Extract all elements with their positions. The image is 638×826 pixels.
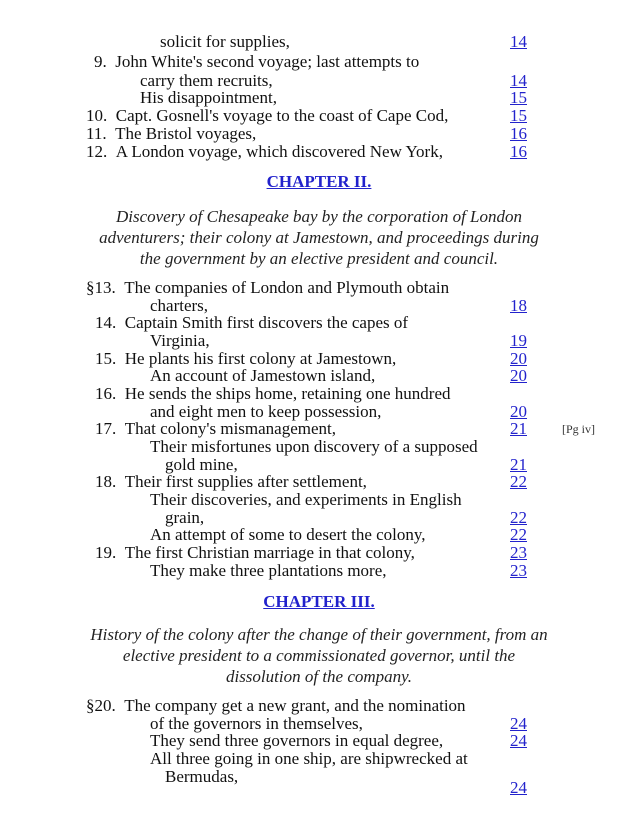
page-link[interactable]: 23 [510, 543, 527, 562]
chapter-summary-line: the government by an elective president and council. [139, 249, 499, 268]
page-link[interactable]: 15 [510, 106, 527, 125]
toc-entry-text: All three going in one ship, are shipwrecked at [150, 749, 468, 768]
toc-entry-text: §20. The company get a new grant, and the nomination [86, 696, 466, 715]
toc-entry-text: 10. Capt. Gosnell's voyage to the coast of Cape Cod, [86, 106, 449, 125]
toc-entry-text: carry them recruits, [140, 71, 273, 90]
page-link[interactable]: 24 [510, 731, 527, 750]
chapter-heading-link[interactable]: CHAPTER III. [263, 592, 375, 611]
toc-entry-text: Their misfortunes upon discovery of a supposed [150, 437, 478, 456]
toc-entry-text: An account of Jamestown island, [150, 366, 376, 385]
toc-entry-text: gold mine, [165, 455, 238, 474]
page-link[interactable]: 16 [510, 142, 527, 161]
toc-entry-text: 14. Captain Smith first discovers the capes of [95, 313, 409, 332]
page-link[interactable]: 23 [510, 561, 527, 580]
page-link[interactable]: 14 [510, 71, 527, 90]
chapter-summary-line: dissolution of the company. [225, 667, 413, 686]
toc-entry-text: 15. He plants his first colony at Jamestown, [95, 349, 397, 368]
chapter-summary-line: adventurers; their colony at Jamestown, and proceedings during [99, 228, 539, 247]
toc-entry-text: of the governors in themselves, [150, 714, 363, 733]
page-link[interactable]: 20 [510, 366, 527, 385]
chapter-summary-line: History of the colony after the change of their government, from an [90, 625, 548, 644]
toc-entry-text: 16. He sends the ships home, retaining one hundred [95, 384, 451, 403]
page-link[interactable]: 19 [510, 331, 527, 350]
toc-entry-text: An attempt of some to desert the colony, [150, 525, 426, 544]
toc-entry-text: and eight men to keep possession, [150, 402, 382, 421]
toc-entry-text: solicit for supplies, [160, 32, 290, 51]
toc-entry-text: They send three governors in equal degree, [150, 731, 444, 750]
toc-entry-text: 18. Their first supplies after settlement, [95, 472, 367, 491]
toc-entry-text: His disappointment, [140, 88, 277, 107]
page-link[interactable]: 21 [510, 419, 527, 438]
toc-entry-text: Virginia, [150, 331, 210, 350]
toc-entry-text: They make three plantations more, [150, 561, 387, 580]
toc-entry-text: §13. The companies of London and Plymouth obtain [86, 278, 450, 297]
toc-entry-text: Their discoveries, and experiments in English [150, 490, 462, 509]
toc-entry-text: 9. John White's second voyage; last attempts to [94, 52, 420, 71]
page-link[interactable]: 20 [510, 402, 527, 421]
page-link[interactable]: 18 [510, 296, 527, 315]
chapter-summary-line: elective president to a commissionated governor, until the [122, 646, 516, 665]
page-link[interactable]: 24 [510, 778, 527, 797]
page-link[interactable]: 21 [510, 455, 527, 474]
chapter-summary-line: Discovery of Chesapeake bay by the corporation of London [115, 207, 523, 226]
page-link[interactable]: 14 [510, 32, 527, 51]
page-link[interactable]: 22 [510, 525, 527, 544]
toc-entry-text: 19. The first Christian marriage in that colony, [95, 543, 415, 562]
page-link[interactable]: 24 [510, 714, 527, 733]
toc-entry-text: 11. The Bristol voyages, [86, 124, 257, 143]
toc-entry-text: 12. A London voyage, which discovered New York, [86, 142, 443, 161]
page-link[interactable]: 22 [510, 472, 527, 491]
chapter-heading-link[interactable]: CHAPTER II. [266, 172, 372, 191]
page-link[interactable]: 20 [510, 349, 527, 368]
page-link[interactable]: 16 [510, 124, 527, 143]
page-marker: [Pg iv] [562, 422, 595, 436]
page-link[interactable]: 22 [510, 508, 527, 527]
toc-entry-text: 17. That colony's mismanagement, [95, 419, 337, 438]
toc-entry-text: charters, [150, 296, 209, 315]
toc-entry-text: grain, [165, 508, 205, 527]
page-link[interactable]: 15 [510, 88, 527, 107]
toc-entry-text: Bermudas, [165, 767, 239, 786]
